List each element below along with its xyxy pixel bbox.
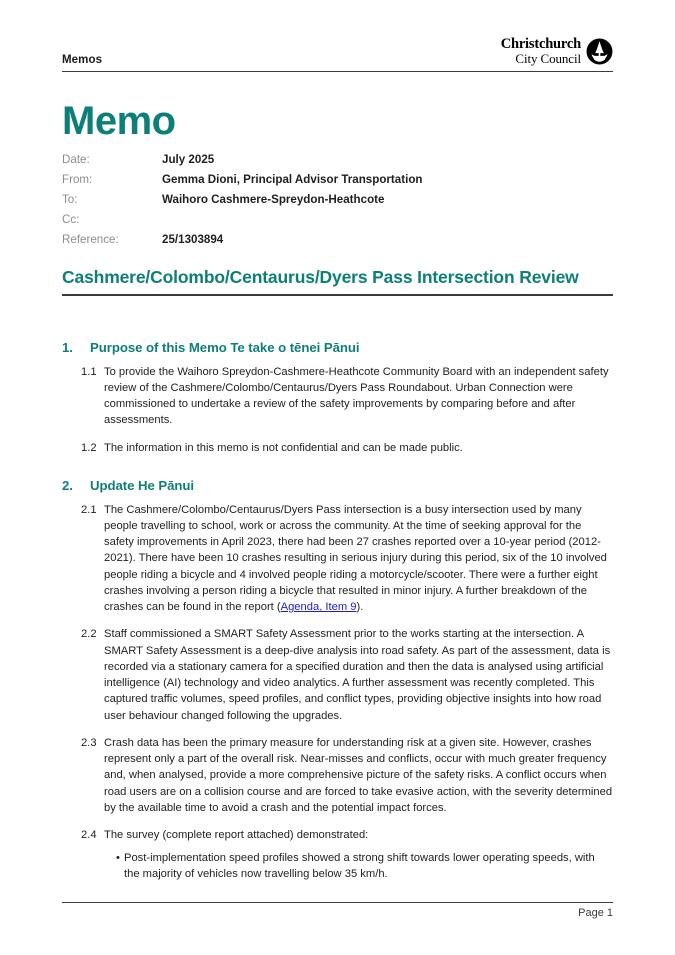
metadata-row-from — [62, 172, 422, 192]
metadata-row-date — [62, 152, 422, 172]
running-header — [62, 0, 613, 71]
page-number: Page 1 — [578, 907, 613, 919]
clause-2-4-bullet-list — [104, 850, 613, 882]
clause-number-1-1: 1.1 — [81, 365, 97, 378]
section-heading-2 — [62, 478, 613, 493]
clause-number-2-2: 2.2 — [81, 628, 97, 641]
clause-text-2-1 — [104, 502, 613, 616]
christchurch-city-council-emblem-icon — [586, 38, 613, 65]
clause-text-2-1-before-link: The Cashmere/Colombo/Centaurus/Dyers Pass intersection is a busy intersection used by many people travelling to school, work or across the community. At the time of seeking approval for the safety improvements in April 2023, there had been 27 crashes reported over a 10-year period (2012-2021). There have been 10 crashes resulting in serious injury during this period, six of the 10 involved people riding a bicycle and 4 involved people riding a motorcycle/scooter. There were a further eight crashes involving a person riding a bicycle that resulted in minor injury. A further breakdown of the crashes can be found in the report ( — [104, 503, 607, 614]
running-header-title: Memos — [62, 53, 103, 66]
metadata-label-reference: Reference: — [62, 233, 119, 246]
clause-2-4 — [62, 827, 613, 887]
memo-body — [62, 340, 613, 887]
title-divider — [62, 294, 613, 296]
clause-text-2-1-after-link: ). — [356, 601, 364, 614]
page-footer — [62, 902, 613, 919]
clause-1-2 — [62, 440, 613, 456]
clause-2-2 — [62, 626, 613, 723]
metadata-value-to: Waihoro Cashmere-Spreydon-Heathcote — [162, 193, 385, 207]
metadata-label-cc: Cc: — [62, 213, 80, 227]
list-item — [104, 850, 613, 882]
section-number-1: 1. — [62, 339, 73, 355]
memo-heading: Memo — [62, 99, 176, 144]
metadata-row-reference — [62, 232, 422, 252]
clause-text-2-2: Staff commissioned a SMART Safety Assessment prior to the works starting at the intersection. A SMART Safety Assessment is a deep-dive analysis into road safety. As part of the assessment, data is recorded via a stationary camera for a specified duration and then the data is analysed using artificial intelligence (AI) technology and video analytics. A further assessment was recently completed. This captured traffic volumes, speed profiles, and conflict types, providing objective insights into how road user behaviour changed following the upgrades. — [104, 628, 611, 722]
section-number-2: 2. — [62, 477, 73, 493]
clause-number-2-3: 2.3 — [81, 736, 97, 749]
metadata-value-date: July 2025 — [162, 153, 215, 167]
document-title: Cashmere/Colombo/Centaurus/Dyers Pass Intersection Review — [62, 266, 579, 287]
metadata-label-to: To: — [62, 193, 78, 207]
clause-2-3 — [62, 735, 613, 816]
metadata-label-from: From: — [62, 173, 93, 187]
metadata-value-reference: 25/1303894 — [162, 233, 224, 246]
memo-metadata-table — [62, 152, 422, 252]
metadata-value-cc — [162, 212, 422, 232]
metadata-label-date: Date: — [62, 153, 90, 167]
council-logo-wordmark — [501, 37, 581, 66]
clause-text-1-2: The information in this memo is not confidential and can be made public. — [104, 441, 463, 454]
council-logo — [501, 37, 613, 66]
clause-text-2-4-lead: The survey (complete report attached) demonstrated: — [104, 828, 369, 841]
council-logo-line1: Christchurch — [500, 36, 581, 52]
bullet-text: Post-implementation speed profiles showed a strong shift towards lower operating speeds, with the majority of vehicles now travelling below 35 km/h. — [124, 852, 595, 881]
clause-number-1-2: 1.2 — [81, 441, 97, 454]
bullet-point-icon: • — [116, 852, 120, 865]
metadata-row-cc — [62, 212, 422, 232]
section-heading-1 — [62, 340, 613, 355]
clause-2-1 — [62, 502, 613, 616]
section-title-1: Purpose of this Memo Te take o tēnei Pānui — [90, 339, 360, 355]
clause-text-2-3: Crash data has been the primary measure for understanding risk at a given site. However, crashes represent only a part of the overall risk. Near-misses and conflicts, occur with much greater frequency and, when analysed, provide a more comprehensive picture of the safety risks. A conflict occurs when road users are on a collision course and are forced to take evasive action, with the severity determined by the available time to avoid a crash and the potential impact forces. — [104, 736, 613, 814]
clause-number-2-1: 2.1 — [81, 503, 97, 516]
clause-number-2-4: 2.4 — [81, 828, 97, 841]
agenda-item-9-link[interactable]: Agenda, Item 9 — [280, 601, 357, 614]
metadata-value-from: Gemma Dioni, Principal Advisor Transportation — [162, 173, 423, 187]
footer-divider — [62, 902, 613, 903]
council-logo-line2: City Council — [515, 51, 581, 67]
clause-text-2-4 — [104, 827, 613, 887]
header-divider — [62, 71, 613, 73]
section-title-2: Update He Pānui — [90, 477, 195, 493]
clause-1-1 — [62, 364, 613, 429]
clause-text-1-1: To provide the Waihoro Spreydon-Cashmere-Heathcote Community Board with an independent safety review of the Cashmere/Colombo/Centaurus/Dyers Pass Roundabout. Urban Connection were commissioned to undertake a review of the safety improvements by comparing before and after assessments. — [104, 365, 609, 427]
metadata-row-to — [62, 192, 422, 212]
